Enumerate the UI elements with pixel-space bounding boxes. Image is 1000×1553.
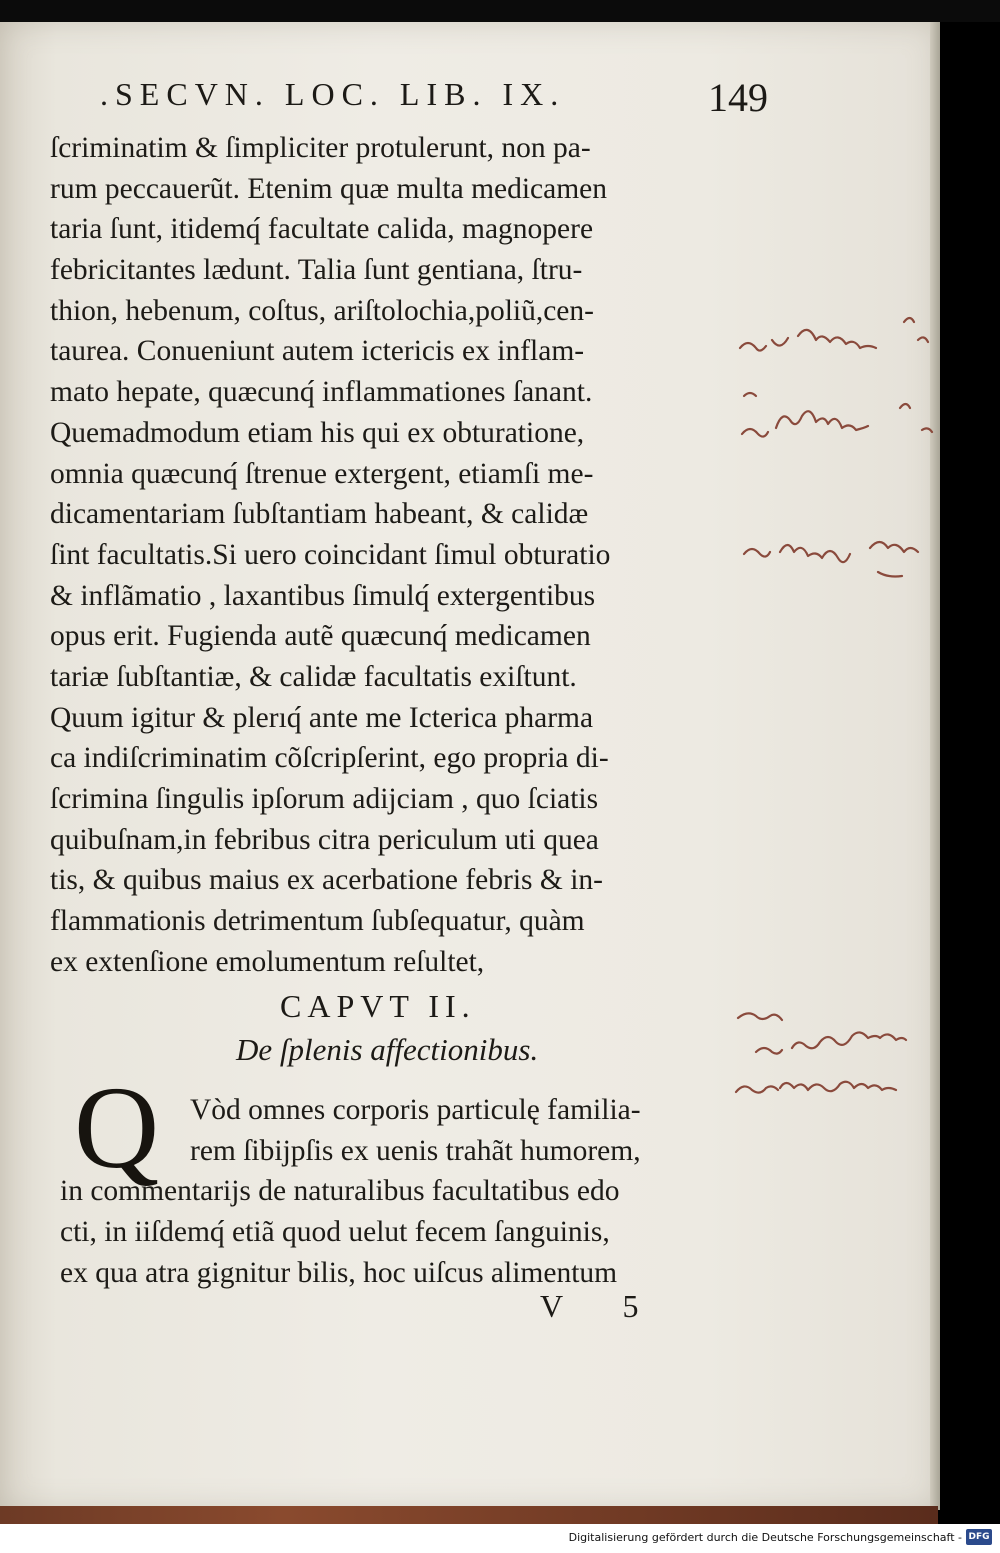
marginal-note <box>740 318 928 351</box>
handwritten-marginalia <box>728 296 938 1116</box>
chapter-subtitle: De ſplenis affectionibus. <box>236 1032 539 1067</box>
funding-notice: Digitalisierung gefördert durch die Deutsche Forschungsgemeinschaft - <box>568 1531 962 1544</box>
marginal-note <box>736 1082 896 1093</box>
scan-bottom-border <box>0 1506 938 1524</box>
digitization-footer <box>0 1524 1000 1553</box>
running-head: .SECVN. LOC. LIB. IX. <box>100 76 566 112</box>
text-line: ſcrimina ſingulis ipſorum adijciam , quo ſciatis <box>50 783 599 815</box>
text-line: thion, hebenum, coſtus, ariſtolochia,poliũ,cen- <box>50 294 594 327</box>
text-line: tis, & quibus maius ex acerbatione febris & in- <box>50 864 603 897</box>
text-line: febricitantes lædunt. Talia ſunt gentiana, ſtru- <box>50 254 583 287</box>
text-line: flammationis detrimentum ſubſequatur, quàm <box>50 905 585 938</box>
text-line: rem ſibijpſis ex uenis trahãt humorem, <box>190 1134 641 1167</box>
text-line: taria ſunt, itidemq́ facultate calida, magnopere <box>50 213 594 246</box>
text-line: ex qua atra gignitur bilis, hoc uiſcus alimentum <box>60 1256 618 1289</box>
main-text <box>50 128 740 982</box>
text-line: quibuſnam,in febribus citra periculum uti quea <box>50 823 599 856</box>
decorated-initial: Q <box>74 1062 160 1193</box>
text-line: ex extenſione emolumentum reſultet, <box>50 945 485 978</box>
text-line: ca indiſcriminatim cõſcripſerint, ego propria di- <box>50 742 609 775</box>
text-line: opus erit. Fugienda autẽ quæcunq́ medicamen <box>50 620 591 653</box>
text-line: ſint facultatis.Si uero coincidant ſimul obturatio <box>50 538 611 571</box>
marginal-note <box>744 542 918 577</box>
signature-mark: V 5 <box>540 1288 665 1324</box>
text-line: Quemadmodum etiam his qui ex obturatione, <box>50 416 585 449</box>
text-line: dicamentariam ſubſtantiam habeant, & calidæ <box>50 498 589 531</box>
chapter-title: CAPVT II. <box>280 988 476 1024</box>
text-line: ſcriminatim & ſimpliciter protulerunt, non pa- <box>50 132 591 164</box>
marginal-note <box>738 1013 906 1053</box>
marginal-note <box>744 393 756 396</box>
text-line: omnia quæcunq́ ſtrenue extergent, etiamſi me- <box>50 457 594 490</box>
scan-top-border <box>0 0 1000 22</box>
marginal-note <box>742 404 932 437</box>
text-line: taurea. Conueniunt autem ictericis ex inflam- <box>50 335 585 368</box>
text-line: tariæ ſubſtantiæ, & calidæ facultatis exiſtunt. <box>50 660 577 693</box>
page-number: 149 <box>708 75 768 120</box>
text-line: mato hepate, quæcunq́ inflammationes ſanant. <box>50 376 593 409</box>
text-line: Quum igitur & plerıq́ ante me Icterica pharma <box>50 701 594 734</box>
text-line: & inflãmatio , laxantibus ſimulq́ extergentibus <box>50 579 596 612</box>
chapter-text <box>60 1090 740 1293</box>
text-line: cti, in iiſdemq́ etiã quod uelut fecem ſanguinis, <box>60 1216 610 1249</box>
dfg-logo[interactable]: DFG <box>966 1529 992 1545</box>
text-line: rum peccauerũt. Etenim quæ multa medicamen <box>50 172 608 205</box>
text-line: Vòd omnes corporis particulę familia- <box>190 1094 641 1126</box>
text-line: in commentarijs de naturalibus facultatibus edo <box>60 1175 620 1208</box>
